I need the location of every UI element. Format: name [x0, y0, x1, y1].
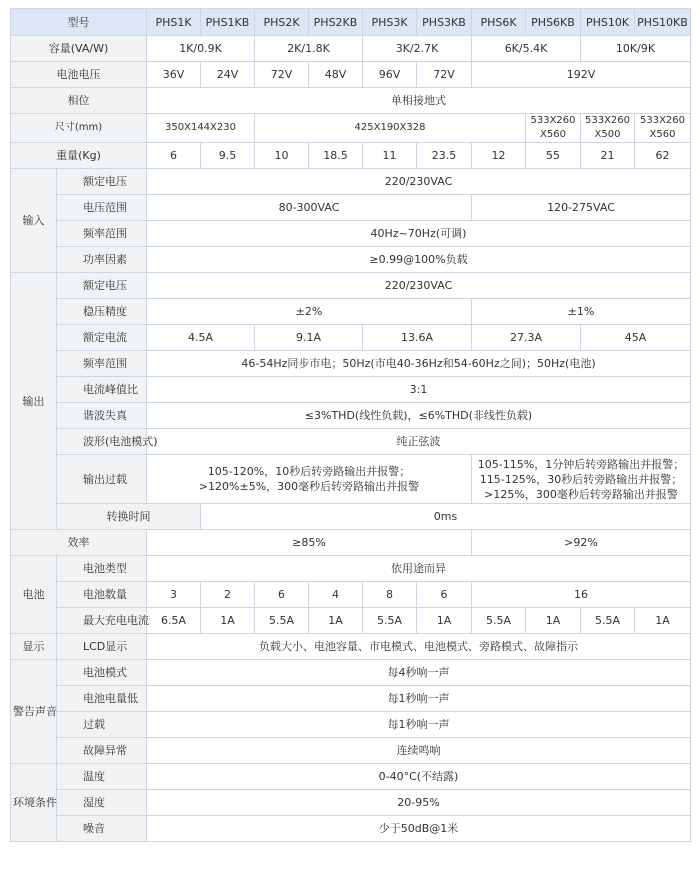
output-thd-row	[11, 403, 691, 429]
battery-charge-current-row	[11, 608, 691, 634]
row-label: 功率因素	[57, 247, 147, 273]
row-label: 重量(Kg)	[11, 143, 147, 169]
model-name: PHS2KB	[309, 9, 363, 36]
cell-value: ±1%	[472, 299, 691, 325]
cell-value: 依用途而异	[147, 556, 691, 582]
transfer-time-row	[11, 504, 691, 530]
cell-value: 每1秒响一声	[147, 712, 691, 738]
output-overload-row	[11, 455, 691, 504]
output-rated-current-row	[11, 325, 691, 351]
row-label: 电压范围	[57, 195, 147, 221]
cell-value: 533X260 X560	[526, 114, 581, 143]
cell-value: 1A	[309, 608, 363, 634]
output-regulation-row	[11, 299, 691, 325]
display-row	[11, 634, 691, 660]
cell-value: 6K/5.4K	[472, 36, 581, 62]
row-label: 电池电压	[11, 62, 147, 88]
env-temperature-row	[11, 764, 691, 790]
overload-line: >125%，300毫秒后转旁路输出并报警	[484, 487, 678, 501]
output-frequency-row	[11, 351, 691, 377]
row-label: 故障异常	[57, 738, 147, 764]
cell-value: 6	[417, 582, 472, 608]
cell-value: 10K/9K	[581, 36, 691, 62]
cell-value: 3K/2.7K	[363, 36, 472, 62]
cell-value: 0-40°C(不结露)	[147, 764, 691, 790]
row-label: 容量(VA/W)	[11, 36, 147, 62]
header-row	[11, 9, 691, 36]
cell-value: 12	[472, 143, 526, 169]
cell-value: 1A	[526, 608, 581, 634]
env-humidity-row	[11, 790, 691, 816]
row-label: 尺寸(mm)	[11, 114, 147, 143]
cell-value: >92%	[472, 530, 691, 556]
cell-value: 少于50dB@1米	[147, 816, 691, 842]
row-label: LCD显示	[57, 634, 147, 660]
cell-value: 45A	[581, 325, 691, 351]
cell-value: 13.6A	[363, 325, 472, 351]
row-label: 效率	[11, 530, 147, 556]
cell-value: 5.5A	[472, 608, 526, 634]
cell-value: 220/230VAC	[147, 273, 691, 299]
cell-value: 220/230VAC	[147, 169, 691, 195]
group-label-display: 显示	[11, 634, 57, 660]
cell-value: 1A	[201, 608, 255, 634]
alarm-fault-row	[11, 738, 691, 764]
output-crest-factor-row	[11, 377, 691, 403]
row-label: 噪音	[57, 816, 147, 842]
battery-type-row	[11, 556, 691, 582]
capacity-row	[11, 36, 691, 62]
cell-value: 48V	[309, 62, 363, 88]
input-frequency-row	[11, 221, 691, 247]
battery-count-row	[11, 582, 691, 608]
cell-value: 纯正弦波	[147, 429, 691, 455]
cell-value: 36V	[147, 62, 201, 88]
size-row	[11, 114, 691, 143]
alarm-battery-mode-row	[11, 660, 691, 686]
row-label: 转换时间	[57, 504, 201, 530]
phase-row	[11, 88, 691, 114]
row-label: 电池类型	[57, 556, 147, 582]
cell-value: 3:1	[147, 377, 691, 403]
header-label: 型号	[11, 9, 147, 36]
cell-value: 16	[472, 582, 691, 608]
model-name: PHS1KB	[201, 9, 255, 36]
overload-line: 115-125%，30秒后转旁路输出并报警；	[479, 472, 683, 486]
alarm-battery-low-row	[11, 686, 691, 712]
cell-value: 20-95%	[147, 790, 691, 816]
overload-left-cell	[147, 455, 472, 504]
row-label: 过载	[57, 712, 147, 738]
cell-value: 27.3A	[472, 325, 581, 351]
group-label-input: 输入	[11, 169, 57, 273]
row-label: 额定电压	[57, 169, 147, 195]
cell-value: 6	[255, 582, 309, 608]
group-label-output: 输出	[11, 273, 57, 530]
row-label: 频率范围	[57, 221, 147, 247]
row-label: 电池电量低	[57, 686, 147, 712]
cell-value: 24V	[201, 62, 255, 88]
cell-value: 72V	[255, 62, 309, 88]
cell-value: 40Hz~70Hz(可调)	[147, 221, 691, 247]
cell-value: 533X260 X500	[581, 114, 635, 143]
cell-value: 负载大小、电池容量、市电模式、电池模式、旁路模式、故障指示	[147, 634, 691, 660]
cell-value: 1K/0.9K	[147, 36, 255, 62]
cell-value: 连续鸣响	[147, 738, 691, 764]
cell-value: 10	[255, 143, 309, 169]
cell-value: 8	[363, 582, 417, 608]
cell-value: 72V	[417, 62, 472, 88]
cell-value: 0ms	[201, 504, 691, 530]
group-label-environment: 环境条件	[11, 764, 57, 842]
model-name: PHS6K	[472, 9, 526, 36]
row-label: 额定电压	[57, 273, 147, 299]
row-label: 电流峰值比	[57, 377, 147, 403]
model-name: PHS2K	[255, 9, 309, 36]
group-label-battery: 电池	[11, 556, 57, 634]
cell-value: 96V	[363, 62, 417, 88]
alarm-overload-row	[11, 712, 691, 738]
row-label: 相位	[11, 88, 147, 114]
cell-value: 11	[363, 143, 417, 169]
weight-row	[11, 143, 691, 169]
cell-value: 6.5A	[147, 608, 201, 634]
cell-value: 3	[147, 582, 201, 608]
row-label: 输出过载	[57, 455, 147, 504]
row-label: 湿度	[57, 790, 147, 816]
model-name: PHS3KB	[417, 9, 472, 36]
cell-value: ±2%	[147, 299, 472, 325]
model-name: PHS10KB	[635, 9, 691, 36]
overload-right-cell	[472, 455, 691, 504]
model-name: PHS6KB	[526, 9, 581, 36]
cell-value: 2	[201, 582, 255, 608]
cell-value: 350X144X230	[147, 114, 255, 143]
battery-voltage-row	[11, 62, 691, 88]
cell-value: 5.5A	[363, 608, 417, 634]
overload-line: 105-120%，10秒后转旁路输出并报警；	[207, 465, 411, 478]
output-waveform-row	[11, 429, 691, 455]
spec-table	[10, 8, 691, 842]
row-label: 电池数量	[57, 582, 147, 608]
cell-value: 21	[581, 143, 635, 169]
row-label: 稳压精度	[57, 299, 147, 325]
cell-value: 4	[309, 582, 363, 608]
cell-value: 55	[526, 143, 581, 169]
cell-value: 4.5A	[147, 325, 255, 351]
cell-value: ≥0.99@100%负载	[147, 247, 691, 273]
cell-value: 18.5	[309, 143, 363, 169]
cell-value: ≥85%	[147, 530, 472, 556]
row-label: 最大充电电流	[57, 608, 147, 634]
cell-value: 23.5	[417, 143, 472, 169]
cell-value: 120-275VAC	[472, 195, 691, 221]
model-name: PHS10K	[581, 9, 635, 36]
env-noise-row	[11, 816, 691, 842]
cell-value: 每1秒响一声	[147, 686, 691, 712]
cell-value: 80-300VAC	[147, 195, 472, 221]
cell-value: 6	[147, 143, 201, 169]
cell-value: 533X260 X560	[635, 114, 691, 143]
group-label-alarm: 警告声音	[11, 660, 57, 764]
efficiency-row	[11, 530, 691, 556]
row-label: 频率范围	[57, 351, 147, 377]
cell-value: 62	[635, 143, 691, 169]
row-label: 波形(电池模式)	[57, 429, 147, 455]
cell-value: 1A	[417, 608, 472, 634]
model-name: PHS1K	[147, 9, 201, 36]
overload-line: >120%±5%，300毫秒后转旁路输出并报警	[198, 480, 420, 493]
input-power-factor-row	[11, 247, 691, 273]
input-voltage-range-row	[11, 195, 691, 221]
overload-line: 105-115%，1分钟后转旁路输出并报警；	[477, 457, 685, 471]
cell-value: 425X190X328	[255, 114, 526, 143]
row-label: 额定电流	[57, 325, 147, 351]
model-name: PHS3K	[363, 9, 417, 36]
cell-value: 9.1A	[255, 325, 363, 351]
cell-value: 46-54Hz同步市电；50Hz(市电40-36Hz和54-60Hz之间)；50Hz(电池)	[147, 351, 691, 377]
cell-value: 1A	[635, 608, 691, 634]
row-label: 电池模式	[57, 660, 147, 686]
cell-value: 每4秒响一声	[147, 660, 691, 686]
input-rated-voltage-row	[11, 169, 691, 195]
cell-value: 5.5A	[581, 608, 635, 634]
row-label: 谐波失真	[57, 403, 147, 429]
output-rated-voltage-row	[11, 273, 691, 299]
cell-value: 2K/1.8K	[255, 36, 363, 62]
cell-value: 单相接地式	[147, 88, 691, 114]
cell-value: 5.5A	[255, 608, 309, 634]
row-label: 温度	[57, 764, 147, 790]
cell-value: 192V	[472, 62, 691, 88]
cell-value: 9.5	[201, 143, 255, 169]
cell-value: ≤3%THD(线性负载)，≤6%THD(非线性负载)	[147, 403, 691, 429]
